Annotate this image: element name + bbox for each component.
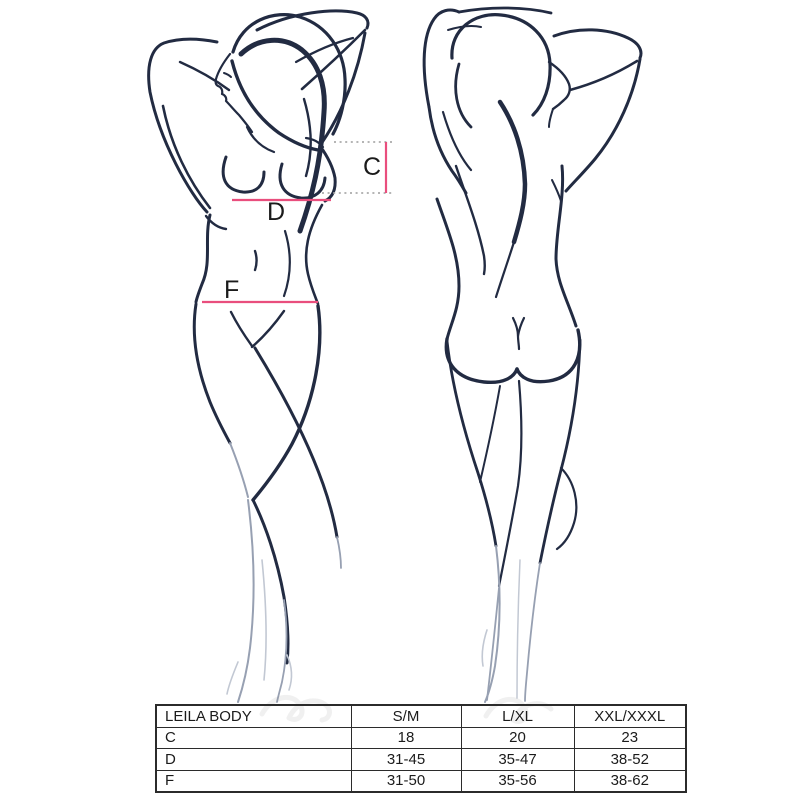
torso-stroke [284, 231, 290, 296]
faded-leg-strokes [230, 443, 540, 702]
table-cell: 31-50 [351, 770, 461, 792]
back-figure-outline [424, 8, 641, 586]
measurement-label-f: F [224, 276, 240, 304]
table-cell: 35-47 [461, 749, 574, 771]
leg-stroke [499, 381, 522, 586]
armpit-stroke [552, 180, 561, 201]
arm-stroke [149, 39, 217, 212]
table-row-f [156, 770, 686, 792]
arm-stroke [554, 30, 641, 58]
leg-stroke [485, 546, 500, 702]
arm-stroke [459, 8, 551, 13]
leg-stroke [238, 500, 254, 702]
hair-stroke [500, 102, 525, 242]
leg-stroke [517, 560, 520, 698]
table-header-size-sm: S/M [351, 705, 461, 727]
leg-stroke [337, 537, 341, 568]
foot-stroke [482, 630, 487, 666]
bust-stroke [223, 157, 264, 192]
arm-stroke [570, 61, 637, 90]
leg-stroke [194, 304, 230, 443]
face-profile-stroke [549, 62, 570, 109]
measurement-label-d: D [267, 198, 286, 226]
table-cell: 18 [351, 727, 461, 749]
table-cell: 38-62 [574, 770, 686, 792]
arm-stroke [448, 26, 481, 30]
size-table [155, 704, 687, 793]
eye-stroke [224, 73, 231, 77]
table-header-size-lxl: L/XL [461, 705, 574, 727]
table-row-c [156, 727, 686, 749]
arm-stroke [424, 10, 459, 107]
leg-stroke [230, 443, 248, 497]
arm-stroke [321, 33, 365, 144]
table-row-d [156, 749, 686, 771]
leg-stroke [255, 348, 337, 537]
leg-stroke [540, 340, 580, 563]
crease-stroke [513, 318, 518, 336]
torso-stroke [196, 215, 210, 302]
hair-stroke [452, 15, 550, 115]
hip-stroke [252, 311, 284, 347]
measurement-label-c: C [363, 153, 382, 181]
table-cell: 35-56 [461, 770, 574, 792]
table-row-label: F [156, 770, 351, 792]
face-profile-stroke [549, 109, 553, 127]
crease-stroke [518, 318, 524, 336]
hair-stroke [496, 242, 514, 297]
hair-stroke [456, 64, 471, 127]
arm-stroke [163, 106, 210, 208]
front-figure-outline [149, 11, 368, 663]
table-header-product: LEILA BODY [156, 705, 351, 727]
size-table-header-row [156, 705, 686, 727]
buttock-stroke [446, 339, 517, 382]
leg-stroke [557, 468, 576, 549]
leg-stroke [262, 560, 266, 680]
table-cell: 23 [574, 727, 686, 749]
hair-stroke [233, 15, 345, 134]
table-cell: 38-52 [574, 749, 686, 771]
leg-stroke [277, 600, 286, 702]
table-cell: 31-45 [351, 749, 461, 771]
navel-stroke [255, 251, 257, 270]
leg-stroke [480, 386, 500, 482]
leg-stroke [253, 500, 288, 663]
torso-stroke [306, 205, 322, 304]
torso-stroke [437, 199, 459, 339]
buttock-stroke [517, 330, 580, 382]
table-header-size-xxl: XXL/XXXL [574, 705, 686, 727]
table-row-label: C [156, 727, 351, 749]
foot-stroke [227, 662, 238, 694]
table-cell: 20 [461, 727, 574, 749]
back-stroke [456, 166, 485, 274]
leg-stroke [525, 563, 540, 701]
hip-stroke [231, 312, 252, 346]
table-row-label: D [156, 749, 351, 771]
crease-stroke [518, 336, 519, 349]
faint-ankle-strokes [227, 560, 520, 698]
